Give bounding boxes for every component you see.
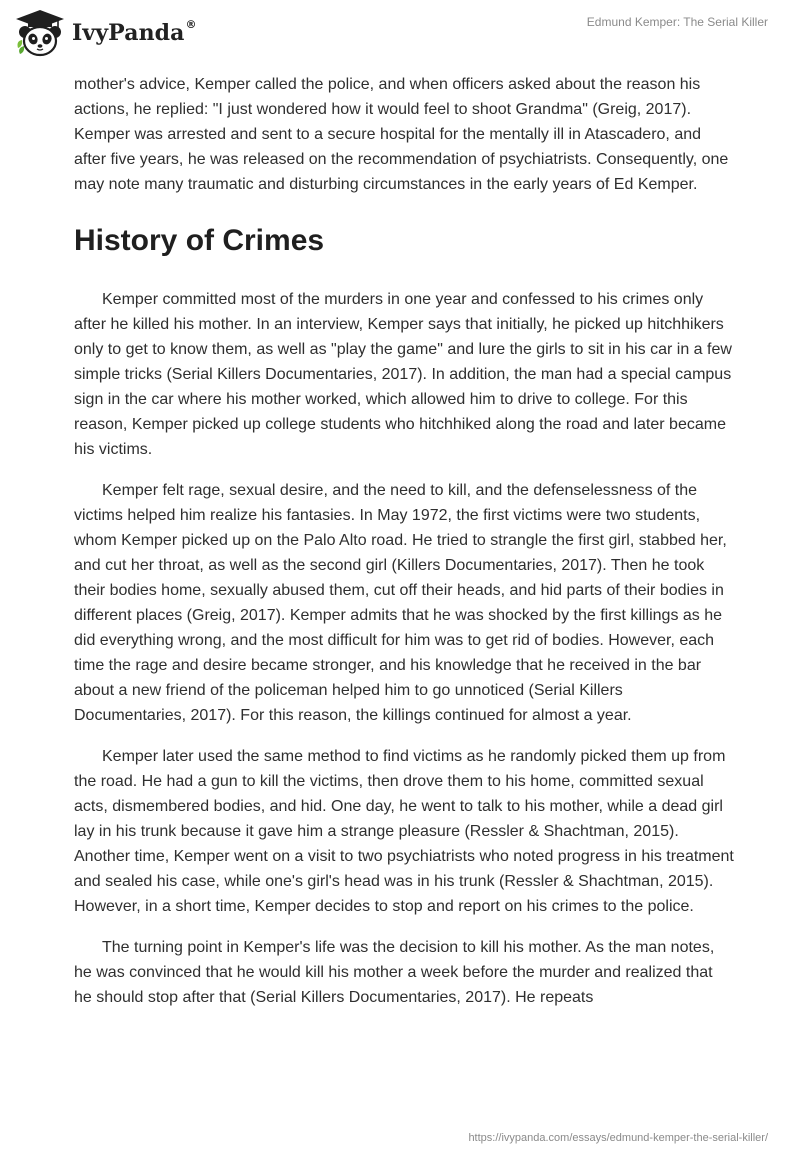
panda-graduate-icon [14, 8, 66, 58]
intro-paragraph: mother's advice, Kemper called the police, and when officers asked about the reason his actions, he replied: "I just wondered how it would feel to shoot Grandma" (Greig, 2017). Kemper was arrested and sent to a secure hospital for the mentally ill in Atascadero, and after five years, he was released on the recommendation of psychiatrists. Consequently, one may note many traumatic and disturbing circumstances in the early years of Ed Kemper. [74, 76, 729, 193]
body-paragraph: Kemper later used the same method to find victims as he randomly picked them up from the road. He had a gun to kill the victims, then drove them to his home, committed sexual acts, dismembered bodies, and hid. One day, he went to talk to his mother, while a dead girl lay in his trunk because it gave him a strange pleasure (Ressler & Shachtman, 2015). Another time, Kemper went on a visit to two psychiatrists who noted progress in his treatment and sealed his case, while one's girl's head was in his trunk (Ressler & Shachtman, 2015). However, in a short time, Kemper decides to stop and report on his crimes to the police. [74, 748, 734, 915]
ivypanda-logo[interactable] [14, 8, 197, 58]
logo-text: IvyPanda [72, 20, 185, 46]
section-heading: History of Crimes [74, 224, 325, 257]
body-paragraph: The turning point in Kemper's life was the decision to kill his mother. As the man notes, he was convinced that he would kill his mother a week before the murder and realized that he should stop after that (Serial Killers Documentaries, 2017). He repeats [74, 939, 715, 1006]
page-header [0, 0, 800, 70]
source-url[interactable]: https://ivypanda.com/essays/edmund-kemper-the-serial-killer/ [468, 1132, 768, 1144]
essay-content [74, 72, 734, 1010]
document-title: Edmund Kemper: The Serial Killer [586, 15, 768, 29]
logo-wordmark [72, 20, 197, 46]
registered-mark: ® [185, 18, 197, 31]
body-paragraph: Kemper committed most of the murders in one year and confessed to his crimes only after he killed his mother. In an interview, Kemper says that initially, he picked up hitchhikers only to get to know them, as well as "play the game" and lure the girls to sit in his car in a few simple tricks (Serial Killers Documentaries, 2017). In addition, the man had a special campus sign in the car where his mother worked, which allowed him to drive to college. For this reason, Kemper picked up college students who hitchhiked along the road and later became his victims. [74, 291, 732, 458]
body-paragraph: Kemper felt rage, sexual desire, and the need to kill, and the defenselessness of the victims helped him realize his fantasies. In May 1972, the first victims were two students, whom Kemper picked up on the Palo Alto road. He tried to strangle the first girl, stabbed her, and cut her throat, as well as the second girl (Killers Documentaries, 2017). Then he took their bodies home, sexually abused them, cut off their heads, and hid parts of their bodies in different places (Greig, 2017). Kemper admits that he was shocked by the first killings as he did everything wrong, and the most difficult for him was to get rid of bodies. However, each time the rage and desire became stronger, and his knowledge that he received in the bar about a new friend of the policeman helped him to go unnoticed (Serial Killers Documentaries, 2017). For this reason, the killings continued for almost a year. [74, 482, 727, 724]
